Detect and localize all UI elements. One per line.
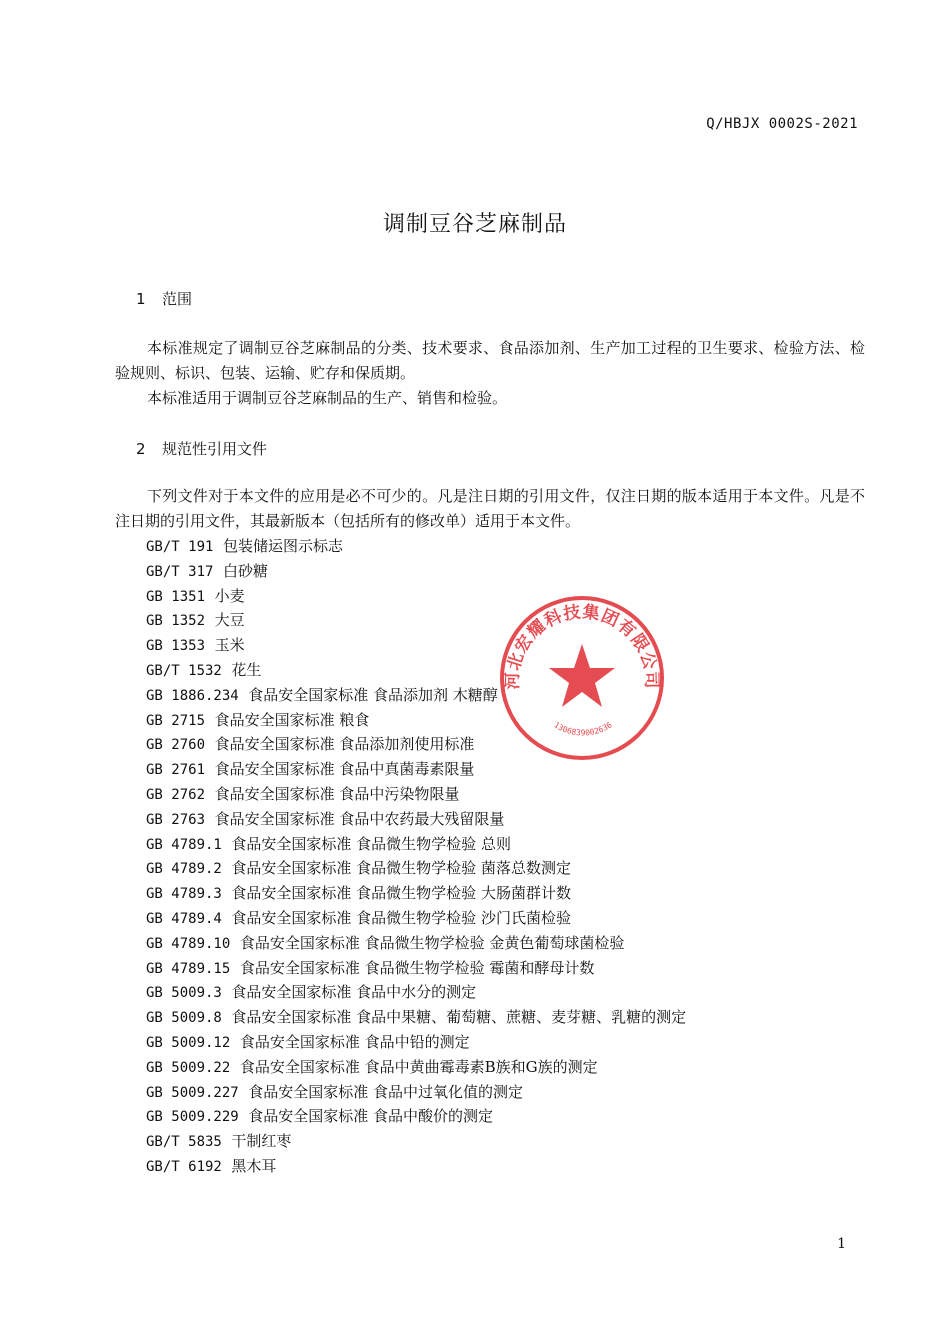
reference-name: 食品安全国家标准 食品中果糖、葡萄糖、蔗糖、麦芽糖、乳糖的测定	[231, 1008, 687, 1027]
reference-name: 食品安全国家标准 食品中污染物限量	[214, 784, 460, 803]
reference-name: 食品安全国家标准 粮食	[214, 710, 370, 729]
seal-star-icon	[549, 644, 615, 707]
reference-item	[146, 931, 686, 956]
reference-name: 玉米	[214, 636, 245, 655]
reference-name: 食品安全国家标准 食品中黄曲霉毒素B族和G族的测定	[239, 1057, 598, 1076]
reference-code: GB 2715	[146, 712, 206, 729]
reference-name: 食品安全国家标准 食品微生物学检验 沙门氏菌检验	[231, 908, 571, 927]
reference-code: GB 4789.2	[146, 861, 222, 878]
reference-code: GB 5009.8	[146, 1010, 222, 1027]
reference-item	[146, 1129, 686, 1154]
reference-item	[146, 1080, 686, 1105]
reference-code: GB/T 5835	[146, 1134, 222, 1151]
reference-code: GB 5009.12	[146, 1034, 231, 1051]
reference-name: 食品安全国家标准 食品添加剂使用标准	[214, 735, 475, 754]
reference-item	[146, 856, 686, 881]
reference-name: 食品安全国家标准 食品微生物学检验 金黄色葡萄球菌检验	[239, 933, 625, 952]
reference-item	[146, 1005, 686, 1030]
reference-code: GB/T 6192	[146, 1158, 222, 1175]
standard-code: Q/HBJX 0002S-2021	[706, 116, 858, 132]
reference-code: GB 4789.15	[146, 960, 231, 977]
reference-code: GB 5009.227	[146, 1084, 239, 1101]
section-number: 1	[136, 290, 146, 308]
reference-code: GB 1353	[146, 638, 206, 655]
reference-code: GB/T 317	[146, 563, 214, 580]
scope-paragraph-1: 本标准规定了调制豆谷芝麻制品的分类、技术要求、食品添加剂、生产加工过程的卫生要求、检验方法、检验规则、标识、包装、运输、贮存和保质期。	[115, 339, 865, 382]
reference-code: GB 5009.3	[146, 985, 222, 1002]
reference-code: GB 5009.229	[146, 1109, 239, 1126]
reference-item	[146, 1154, 686, 1179]
reference-item	[146, 559, 686, 584]
reference-name: 食品安全国家标准 食品中过氧化值的测定	[248, 1082, 524, 1101]
reference-name: 食品安全国家标准 食品中铅的测定	[239, 1032, 470, 1051]
reference-code: GB 4789.4	[146, 910, 222, 927]
reference-name: 食品安全国家标准 食品中真菌毒素限量	[214, 760, 475, 779]
reference-item	[146, 832, 686, 857]
page-number: 1	[837, 1236, 846, 1252]
section-2-heading	[136, 438, 267, 459]
reference-code: GB 5009.22	[146, 1059, 231, 1076]
reference-item	[146, 782, 686, 807]
reference-code: GB/T 191	[146, 539, 214, 555]
reference-item	[146, 534, 686, 559]
reference-name: 食品安全国家标准 食品中酸价的测定	[248, 1107, 494, 1126]
reference-item	[146, 906, 686, 931]
reference-name: 包装储运图示标志	[222, 537, 343, 555]
reference-item	[146, 1055, 686, 1080]
seal-text: 河北宏耀科技集团有限公司	[502, 602, 662, 690]
document-title: 调制豆谷芝麻制品	[382, 212, 567, 237]
company-seal-stamp	[496, 592, 668, 764]
reference-name: 食品安全国家标准 食品微生物学检验 总则	[231, 834, 511, 853]
reference-item	[146, 881, 686, 906]
reference-name: 花生	[231, 660, 262, 679]
scope-paragraph-2: 本标准适用于调制豆谷芝麻制品的生产、销售和检验。	[147, 389, 508, 407]
reference-name: 白砂糖	[222, 561, 268, 580]
reference-code: GB 4789.3	[146, 886, 222, 903]
reference-name: 食品安全国家标准 食品微生物学检验 大肠菌群计数	[231, 884, 571, 903]
reference-name: 大豆	[214, 611, 245, 630]
reference-item	[146, 980, 686, 1005]
reference-name: 食品安全国家标准 食品中农药最大残留限量	[214, 809, 505, 828]
reference-code: GB/T 1532	[146, 662, 222, 679]
reference-item	[146, 807, 686, 832]
reference-name: 食品安全国家标准 食品微生物学检验 菌落总数测定	[231, 859, 571, 878]
reference-item	[146, 1030, 686, 1055]
reference-code: GB 1352	[146, 613, 206, 630]
section-title: 规范性引用文件	[162, 440, 268, 458]
reference-name: 食品安全国家标准 食品微生物学检验 霉菌和酵母计数	[239, 958, 595, 977]
reference-code: GB 2761	[146, 762, 206, 779]
reference-code: GB 1886.234	[146, 687, 239, 704]
section-title: 范围	[162, 290, 193, 308]
reference-code: GB 2763	[146, 811, 206, 828]
reference-code: GB 1351	[146, 588, 206, 605]
reference-name: 小麦	[214, 586, 245, 605]
section-number: 2	[136, 440, 146, 458]
reference-name: 黑木耳	[231, 1156, 277, 1175]
reference-name: 食品安全国家标准 食品添加剂 木糖醇	[248, 685, 498, 704]
reference-code: GB 2762	[146, 786, 206, 803]
reference-code: GB 2760	[146, 737, 206, 754]
references-intro-paragraph: 下列文件对于本文件的应用是必不可少的。凡是注日期的引用文件，仅注日期的版本适用于本文件。凡是不注日期的引用文件，其最新版本（包括所有的修改单）适用于本文件。	[115, 487, 865, 530]
reference-item	[146, 1104, 686, 1129]
seal-number: 1306839002636	[552, 720, 614, 738]
reference-item	[146, 956, 686, 981]
reference-name: 干制红枣	[231, 1132, 292, 1151]
reference-name: 食品安全国家标准 食品中水分的测定	[231, 983, 477, 1002]
reference-code: GB 4789.1	[146, 836, 222, 853]
section-1-heading	[136, 288, 192, 309]
reference-code: GB 4789.10	[146, 935, 231, 952]
